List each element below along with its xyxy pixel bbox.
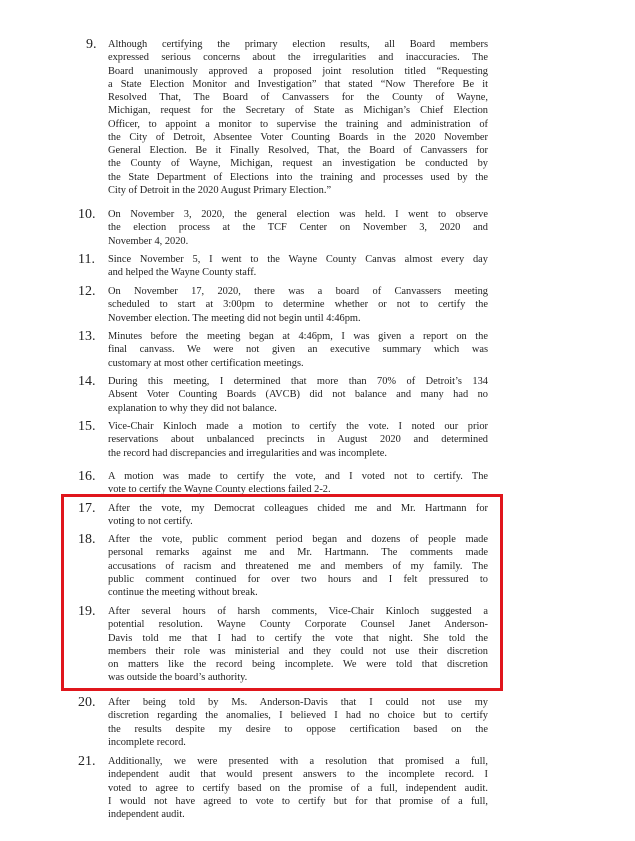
paragraph-number: 20. <box>78 695 96 710</box>
text-line: public comment continued for over two hours and I felt pressured to <box>108 573 488 585</box>
text-line: voted to agree to certify based on the promise of a full, independent audit. <box>108 782 488 794</box>
text-line: November 4, 2020. <box>108 235 189 247</box>
text-line: continue the meeting without break. <box>108 587 258 598</box>
text-line: Officer, to appoint a monitor to supervise the training and administration of <box>108 118 488 130</box>
text-line: incomplete record. <box>108 736 186 748</box>
text-line: voting to not certify. <box>108 516 193 528</box>
paragraph-number: 17. <box>78 501 96 516</box>
paragraph-text <box>108 470 488 496</box>
paragraph-text <box>108 420 488 460</box>
paragraph-number: 15. <box>78 419 96 434</box>
text-line: Davis told me that I had to certify the vote that night. She told the <box>108 632 488 644</box>
text-line: on matters like the record being incomplete. We were told that discretion <box>108 659 488 670</box>
text-line: Since November 5, I went to the Wayne County Canvas almost every day <box>108 254 488 265</box>
paragraph-number: 16. <box>78 469 96 484</box>
text-line: the State Department of Elections into the training and processes used by the <box>108 171 488 183</box>
paragraph-number: 14. <box>78 374 96 389</box>
paragraph-text <box>108 38 488 197</box>
paragraph-15 <box>78 419 488 460</box>
paragraph-16 <box>78 469 488 496</box>
text-line: scheduled to start at 3:00pm to determine whether or not to certify the <box>108 299 488 311</box>
paragraph-number: 11. <box>78 252 95 267</box>
paragraph-20 <box>78 695 488 749</box>
paragraph-text <box>108 330 488 370</box>
text-line: During this meeting, I determined that more than 70% of Detroit’s 134 <box>108 376 488 387</box>
text-line: members their role was ministerial and they could not use their discretion <box>108 645 488 657</box>
text-line: a State Election Monitor and Investigation” that stated “Now Therefore Be it <box>108 78 488 90</box>
paragraph-10 <box>78 207 488 248</box>
text-line: Although certifying the primary election results, all Board members <box>108 39 488 50</box>
text-line: After being told by Ms. Anderson-Davis that I could not use my <box>108 697 488 708</box>
text-line: Minutes before the meeting began at 4:46pm, I was given a report on the <box>108 331 488 342</box>
paragraph-number: 21. <box>78 754 96 769</box>
paragraph-number: 13. <box>78 329 96 344</box>
text-line: November election. The meeting did not begin until 4:46pm. <box>108 312 361 324</box>
text-line: City of Detroit in the 2020 August Primary Election.” <box>108 184 332 196</box>
text-line: vote to certify the Wayne County elections failed 2-2. <box>108 484 331 496</box>
text-line: After several hours of harsh comments, Vice-Chair Kinloch suggested a <box>108 606 488 617</box>
paragraph-text <box>108 696 488 749</box>
text-line: customary at most other certification meetings. <box>108 357 304 369</box>
text-line: the County of Wayne, Michigan, request an investigation be conducted by <box>108 158 488 170</box>
paragraph-9 <box>86 38 486 197</box>
text-line: the City of Detroit, Absentee Voter Counting Boards in the 2020 November <box>108 131 488 143</box>
text-line: Board unanimously approved a proposed joint resolution titled “Requesting <box>108 65 488 77</box>
paragraph-number: 19. <box>78 604 96 619</box>
paragraph-number: 12. <box>78 284 96 299</box>
paragraph-text <box>108 375 488 415</box>
text-line: Michigan, request for the Secretary of State as Michigan’s Chief Election <box>108 105 488 117</box>
text-line: General Election. Be it Finally Resolved, That, the Board of Canvassers for <box>108 145 488 156</box>
paragraph-text <box>108 208 488 248</box>
text-line: expressed serious concerns about the irregularities and inaccuracies. The <box>108 52 488 64</box>
text-line: final canvass. We were not given an executive summary which was <box>108 344 488 356</box>
paragraph-text <box>108 755 488 821</box>
text-line: Vice-Chair Kinloch made a motion to certify the vote. I noted our prior <box>108 421 488 432</box>
paragraph-11 <box>78 252 488 280</box>
text-line: potential resolution. Wayne County Corporate Counsel Janet Anderson- <box>108 619 488 631</box>
text-line: was outside the board’s authority. <box>108 672 248 684</box>
text-line: explanation to why they did not balance. <box>108 402 277 414</box>
text-line: accusations of racism and threatened me and members of my family. The <box>108 560 488 572</box>
paragraph-13 <box>78 329 488 370</box>
paragraph-number: 9. <box>86 37 97 52</box>
paragraph-14 <box>78 374 488 415</box>
text-line: personal remarks against me and Mr. Hartmann. The comments made <box>108 547 488 559</box>
text-line: After the vote, my Democrat colleagues chided me and Mr. Hartmann for <box>108 503 488 514</box>
paragraph-number: 18. <box>78 532 96 547</box>
text-line: Additionally, we were presented with a resolution that promised a full, <box>108 756 488 767</box>
paragraph-number: 10. <box>78 207 96 222</box>
text-line: the record had discrepancies and irregularities and was incomplete. <box>108 447 387 459</box>
paragraph-21 <box>78 754 488 821</box>
red-highlight-box <box>61 494 503 691</box>
paragraph-text <box>108 253 488 280</box>
paragraph-text <box>108 285 488 325</box>
text-line: Absent Voter Counting Boards (AVCB) did not balance and many had no <box>108 389 488 401</box>
text-line: reservations about unbalanced precincts in August 2020 and determined <box>108 434 488 446</box>
text-line: the election process at the TCF Center on November 3, 2020 and <box>108 222 488 234</box>
text-line: and helped the Wayne County staff. <box>108 267 257 279</box>
text-line: After the vote, public comment period began and dozens of people made <box>108 534 488 545</box>
text-line: On November 3, 2020, the general election was held. I went to observe <box>108 209 488 220</box>
text-line: the results despite my desire to oppose certification based on the <box>108 723 488 735</box>
text-line: Resolved That, The Board of Canvassers for the County of Wayne, <box>108 92 488 103</box>
text-line: independent audit. <box>108 809 185 820</box>
text-line: I would not have agreed to vote to certify but for that promise of a full, <box>108 795 488 807</box>
text-line: independent audit that would present answers to the incomplete record. I <box>108 769 488 781</box>
text-line: discretion regarding the anomalies, I believed I had no choice but to certify <box>108 710 488 722</box>
paragraph-12 <box>78 284 488 325</box>
text-line: A motion was made to certify the vote, and I voted not to certify. The <box>108 471 488 482</box>
text-line: On November 17, 2020, there was a board of Canvassers meeting <box>108 286 488 297</box>
